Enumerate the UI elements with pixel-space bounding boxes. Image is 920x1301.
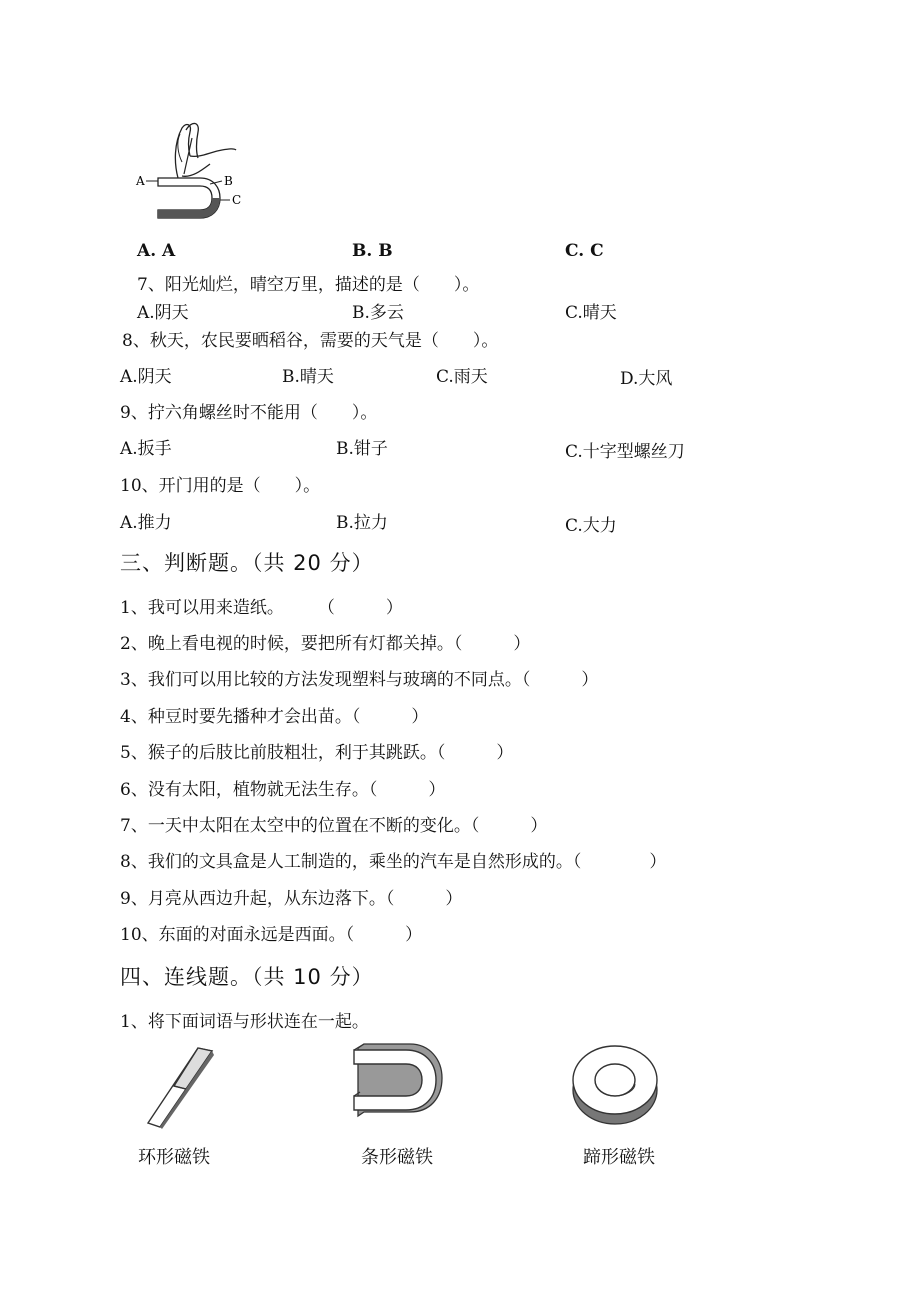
judge-item-4: 4、种豆时要先播种才会出苗。（ ） [120,707,429,727]
q7-option-c[interactable]: C.晴天 [565,303,617,323]
judge-item-1: 1、我可以用来造纸。 （ ） [120,598,403,618]
bar-magnet-image [140,1045,220,1130]
q6-option-b[interactable]: B. B [352,241,393,261]
q8-option-d[interactable]: D.大风 [620,369,673,389]
judge-item-6: 6、没有太阳，植物就无法生存。（ ） [120,780,446,800]
q9-option-c[interactable]: C.十字型螺丝刀 [565,442,685,462]
figure-label-b: B [224,174,233,188]
q10-stem: 10、开门用的是（ ）。 [120,476,321,496]
judge-item-5: 5、猴子的后肢比前肢粗壮，利于其跳跃。（ ） [120,743,514,763]
section3-title: 三、判断题。（共 20 分） [120,551,374,575]
q6-option-a[interactable]: A. A [137,241,176,261]
q7-option-b[interactable]: B.多云 [352,303,404,323]
q9-stem: 9、拧六角螺丝时不能用（ ）。 [120,403,378,423]
section4-title: 四、连线题。（共 10 分） [120,965,374,989]
judge-item-10: 10、东面的对面永远是西面。（ ） [120,925,423,945]
judge-item-2: 2、晚上看电视的时候，要把所有灯都关掉。（ ） [120,634,531,654]
judge-item-7: 7、一天中太阳在太空中的位置在不断的变化。（ ） [120,816,548,836]
label-bar-magnet[interactable]: 条形磁铁 [361,1147,433,1168]
judge-item-9: 9、月亮从西边升起，从东边落下。（ ） [120,889,463,909]
q9-option-a[interactable]: A.扳手 [120,439,172,459]
label-horseshoe-magnet[interactable]: 蹄形磁铁 [583,1147,655,1168]
q9-option-b[interactable]: B.钳子 [336,439,388,459]
q7-option-a[interactable]: A.阴天 [137,303,189,323]
q6-option-c[interactable]: C. C [565,241,604,261]
q10-option-b[interactable]: B.拉力 [336,513,388,533]
magnet-hand-figure [130,118,250,228]
figure-label-a: A [136,174,145,188]
q10-option-c[interactable]: C.大力 [565,516,617,536]
q8-stem: 8、秋天，农民要晒稻谷，需要的天气是（ ）。 [122,331,499,351]
q10-option-a[interactable]: A.推力 [120,513,172,533]
horseshoe-magnet-image [350,1040,450,1120]
q8-option-c[interactable]: C.雨天 [436,367,488,387]
section4-instruction: 1、将下面词语与形状连在一起。 [120,1012,369,1032]
q8-option-b[interactable]: B.晴天 [282,367,334,387]
ring-magnet-image [568,1040,668,1130]
q8-option-a[interactable]: A.阴天 [120,367,172,387]
figure-label-c: C [232,193,242,207]
judge-item-3: 3、我们可以用比较的方法发现塑料与玻璃的不同点。（ ） [120,670,599,690]
q7-stem: 7、阳光灿烂，晴空万里，描述的是（ ）。 [137,275,480,295]
label-ring-magnet[interactable]: 环形磁铁 [138,1147,210,1168]
judge-item-8: 8、我们的文具盒是人工制造的，乘坐的汽车是自然形成的。（ ） [120,852,667,872]
